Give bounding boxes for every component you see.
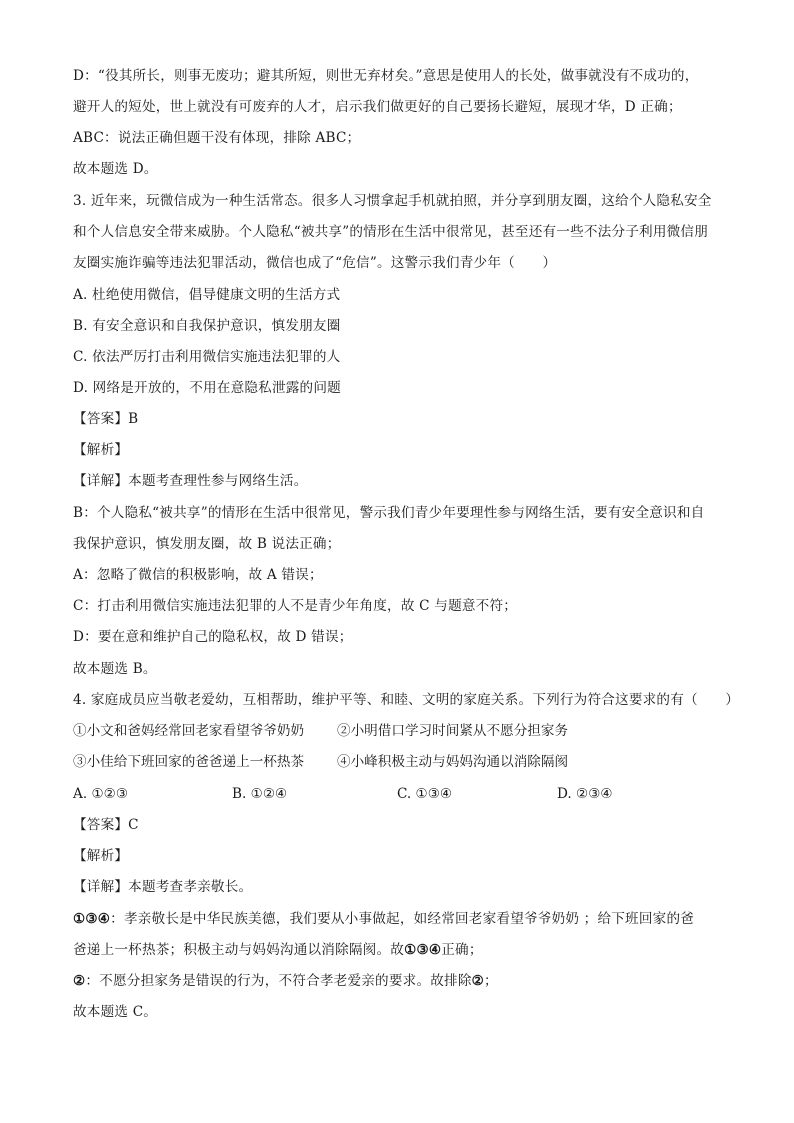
q4-option-a: A. ①②③ [73, 786, 129, 802]
q2-option-d-explanation-line1: D：“役其所长，则事无废功；避其所短，则世无弃材矣。”意思是使用人的长处，做事就没有不成功的， [73, 68, 699, 84]
q4-explanation-wrong-item: ② [73, 973, 86, 989]
q2-abc-explanation: ABC：说法正确但题干没有体现，排除 ABC； [73, 130, 361, 146]
q3-stem-line3: 友圈实施诈骗等违法犯罪活动，微信也成了“危信”。这警示我们青少年（ ） [73, 255, 557, 271]
q4-conclusion: 故本题选 C。 [73, 1004, 158, 1020]
q3-explanation-b-line2: 我保护意识，慎发朋友圈，故 B 说法正确； [73, 536, 341, 552]
q4-option-b: B. ①②④ [232, 786, 288, 802]
q4-explanation-line1-text: ：孝亲敬长是中华民族美德，我们要从小事做起，如经常回老家看望爷爷奶奶 ；给下班回家的爸 [110, 911, 695, 927]
q3-conclusion: 故本题选 B。 [73, 661, 157, 677]
q4-explanation-correct-items-2: ①③④ [404, 942, 442, 958]
q3-explanation-d: D：要在意和维护自己的隐私权，故 D 错误； [73, 629, 353, 645]
q3-explanation-b-line1: B：个人隐私“被共享”的情形在生活中很常见，警示我们青少年要理性参与网络生活，要有安全意识和自 [73, 505, 705, 521]
q4-explanation-line2-text: 爸递上一杯热茶；积极主动与妈妈沟通以消除隔阂。故 [73, 942, 405, 958]
q4-item-1: ①小文和爸妈经常回老家看望爷爷奶奶 [73, 723, 305, 739]
q3-option-d: D. 网络是开放的，不用在意隐私泄露的问题 [73, 380, 341, 396]
q3-answer: 【答案】B [73, 411, 139, 427]
q4-explanation-line3-end: ； [484, 973, 498, 989]
q3-explanation-a: A：忽略了微信的积极影响，故 A 错误； [73, 567, 323, 583]
q2-conclusion: 故本题选 D。 [73, 161, 158, 177]
q4-analysis-heading: 【解析】 [73, 848, 129, 864]
q3-explanation-c: C：打击利用微信实施违法犯罪的人不是青少年角度，故 C 与题意不符； [73, 598, 518, 614]
q3-option-b: B. 有安全意识和自我保护意识，慎发朋友圈 [73, 318, 341, 334]
q4-option-c: C. ①③④ [397, 786, 453, 802]
q3-stem-line2: 和个人信息安全带来威胁。个人隐私“被共享”的情形在生活中很常见，甚至还有一些不法分子利用微信朋 [73, 224, 709, 240]
q4-item-3: ③小佳给下班回家的爸爸递上一杯热茶 [73, 754, 305, 770]
q4-item-4: ④小峰积极主动与妈妈沟通以消除隔阂 [337, 754, 569, 770]
q4-explanation-line3 [73, 971, 733, 991]
q4-answer: 【答案】C [73, 817, 139, 833]
q4-explanation-wrong-item-2: ② [471, 973, 485, 989]
q3-stem-line1: 3. 近年来，玩微信成为一种生活常态。很多人习惯拿起手机就拍照，并分享到朋友圈，这给个人隐私安全 [73, 193, 712, 209]
q4-item-2: ②小明借口学习时间紧从不愿分担家务 [337, 723, 569, 739]
q4-explanation-line1 [73, 909, 733, 929]
q3-option-a: A. 杜绝使用微信，倡导健康文明的生活方式 [73, 287, 341, 303]
q4-explanation-line2 [73, 940, 733, 960]
q4-explanation-correct-items: ①③④ [73, 911, 111, 927]
q4-explanation-line3-text: ：不愿分担家务是错误的行为，不符合孝老爱亲的要求。故排除 [85, 973, 472, 989]
q4-stem: 4. 家庭成员应当敬老爱幼，互相帮助，维护平等、和睦、文明的家庭关系。下列行为符合这要求的有（ ） [73, 692, 740, 708]
q3-analysis-heading: 【解析】 [73, 442, 129, 458]
q3-option-c: C. 依法严厉打击利用微信实施违法犯罪的人 [73, 349, 341, 365]
q3-detail: 【详解】本题考查理性参与网络生活。 [73, 473, 308, 489]
q4-option-d: D. ②③④ [557, 786, 613, 802]
q4-detail: 【详解】本题考查孝亲敬长。 [73, 879, 253, 895]
q4-explanation-line2-end: 正确； [441, 942, 483, 958]
q2-option-d-explanation-line2: 避开人的短处，世上就没有可废弃的人才，启示我们做更好的自己要扬长避短，展现才华，D 正确； [73, 99, 682, 115]
